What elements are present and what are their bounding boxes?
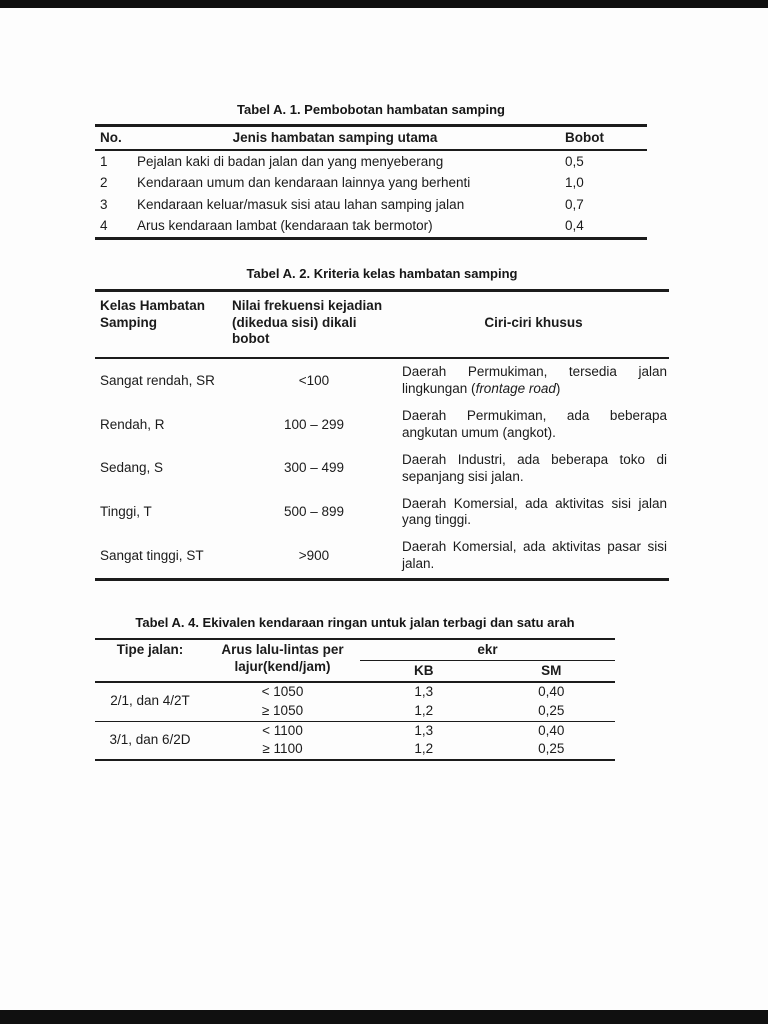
table-a4-header-row-1 [95,639,615,660]
table-a2-title: Tabel A. 2. Kriteria kelas hambatan samping [246,265,518,281]
cell-no: 4 [100,218,108,234]
table-a1-header-row [95,126,647,150]
header-line: Nilai frekuensi kejadian [232,297,383,313]
cell-arus: ≥ 1050 [205,702,360,721]
cell-jenis: Kendaraan keluar/masuk sisi atau lahan samping jalan [137,196,465,212]
cell-bobot: 0,7 [565,196,584,212]
table-a2-header-row [95,290,669,358]
cell-nilai: <100 [298,372,330,388]
cell-no: 2 [100,175,108,191]
col-header-ciri: Ciri-ciri khusus [484,314,583,330]
table-row [95,682,615,702]
cell-sm: 0,25 [488,702,616,721]
cell-jenis: Arus kendaraan lambat (kendaraan tak bermotor) [137,218,433,234]
header-line: Kelas Hambatan [100,297,206,313]
cell-kelas: Rendah, R [100,416,165,432]
cell-no: 3 [100,196,108,212]
col-header-jenis: Jenis hambatan samping utama [232,130,438,145]
cell-kb: 1,2 [360,740,488,760]
table-a2 [95,289,669,581]
cell-arus: ≥ 1100 [205,740,360,760]
cell-kb: 1,2 [360,702,488,721]
ciri-text: ) [555,381,561,397]
cell-ciri [398,358,669,403]
cell-kb: 1,3 [414,722,434,738]
cell-arus: < 1100 [262,722,303,738]
cell-sm: 0,25 [488,740,616,760]
col-header-kb: KB [360,660,488,681]
col-header-sm: SM [488,660,616,681]
col-header-arus [205,639,360,682]
col-header-nilai [230,290,398,358]
table-row [95,491,669,535]
cell-ciri: Daerah Komersial, ada aktivitas pasar sisi jalan. [402,539,667,572]
table-a1 [95,124,647,240]
cell-bobot: 0,5 [565,153,584,169]
col-header-tipe-jalan: Tipe jalan: [95,639,205,682]
cell-nilai: 300 – 499 [283,460,345,476]
cell-sm: 0,40 [538,683,565,699]
table-a4 [95,638,615,761]
table-row [95,194,647,216]
ciri-italic-text: frontage road [475,381,556,397]
document-page [0,8,768,1010]
col-header-kelas [95,290,230,358]
table-row [95,534,669,579]
col-header-ekr: ekr [360,639,615,660]
cell-kelas: Sangat rendah, SR [100,372,215,388]
cell-bobot: 1,0 [565,175,584,191]
cell-sm: 0,40 [538,722,565,738]
header-line: lajur(kend/jam) [234,658,331,674]
cell-nilai: 100 – 299 [283,416,345,432]
cell-nilai: >900 [298,547,330,563]
header-line: (dikedua sisi) dikali [232,314,357,330]
table-row [95,215,647,238]
cell-ciri: Daerah Komersial, ada aktivitas sisi jalan yang tinggi. [402,495,667,528]
col-header-bobot: Bobot [565,130,604,145]
table-row [95,447,669,491]
cell-no: 1 [100,153,108,169]
cell-jenis: Kendaraan umum dan kendaraan lainnya yang berhenti [137,175,471,191]
table-a4-title: Tabel A. 4. Ekivalen kendaraan ringan untuk jalan terbagi dan satu arah [135,615,575,631]
ciri-text: Daerah Permukiman, tersedia jalan lingkungan ( [402,364,667,397]
table-row [95,150,647,173]
col-header-no: No. [100,130,122,145]
cell-nilai: 500 – 899 [283,504,345,520]
table-row [95,358,669,403]
header-line: Arus lalu-lintas per [221,642,344,658]
header-line: Samping [100,314,158,330]
table-row [95,172,647,194]
cell-bobot: 0,4 [565,218,584,234]
cell-kelas: Tinggi, T [100,504,152,520]
cell-jenis: Pejalan kaki di badan jalan dan yang menyeberang [137,153,444,169]
table-a1-title: Tabel A. 1. Pembobotan hambatan samping [237,102,505,117]
cell-kb: 1,3 [414,683,434,699]
cell-ciri: Daerah Permukiman, ada beberapa angkutan umum (angkot). [402,408,667,440]
cell-ciri: Daerah Industri, ada beberapa toko di sepanjang sisi jalan. [402,451,667,484]
cell-kelas: Sangat tinggi, ST [100,547,204,563]
cell-arus: < 1050 [261,683,304,699]
cell-tipe-jalan: 2/1, dan 4/2T [95,682,205,721]
cell-kelas: Sedang, S [100,460,164,476]
table-row [95,721,615,740]
cell-tipe-jalan: 3/1, dan 6/2D [95,721,205,760]
header-line: bobot [232,331,270,347]
table-row [95,403,669,447]
